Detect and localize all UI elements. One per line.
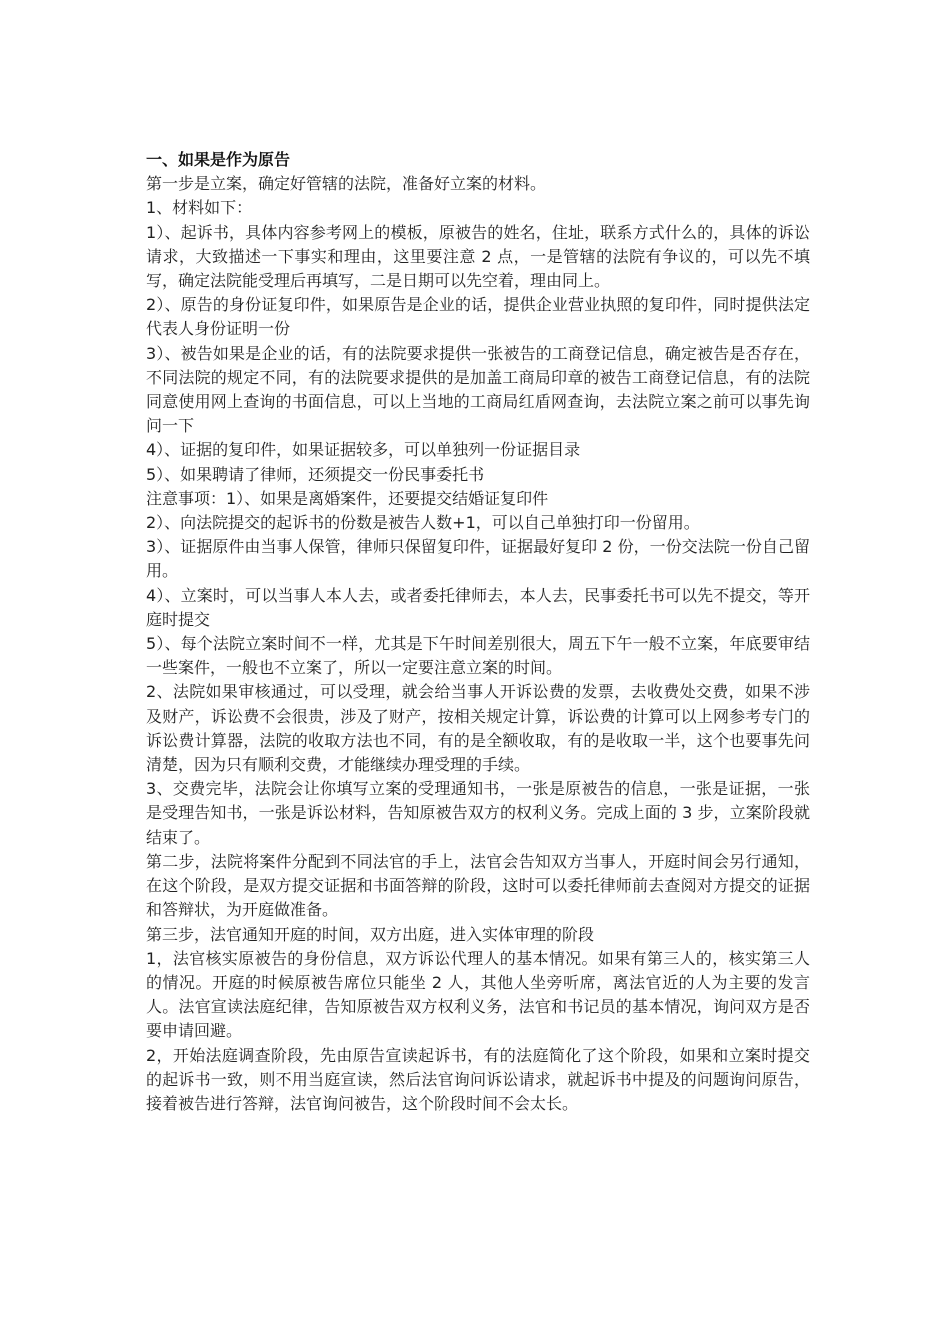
paragraph-step2: 第二步，法院将案件分配到不同法官的手上，法官会告知双方当事人，开庭时间会另行通知，在这个阶段，是双方提交证据和书面答辩的阶段，这时可以委托律师前去查阅对方提交的证据和答辩状，为开庭做准备。 xyxy=(146,851,810,920)
paragraph-material-5: 5）、如果聘请了律师，还须提交一份民事委托书 xyxy=(146,464,485,484)
paragraph-step3-item1: 1，法官核实原被告的身份信息，双方诉讼代理人的基本情况。如果有第三人的，核实第三人的情况。开庭的时候原被告席位只能坐 2 人，其他人坐旁听席，离法官近的人为主要的发言人。法官宣读法庭纪律，告知原被告双方权利义务，法官和书记员的基本情况，询问双方是否要申请回避。 xyxy=(146,948,810,1041)
paragraph-note-4: 4）、立案时，可以当事人本人去，或者委托律师去，本人去，民事委托书可以先不提交，等开庭时提交 xyxy=(146,585,810,629)
paragraph-materials-title: 1、材料如下： xyxy=(146,198,253,218)
paragraph-note-5: 5）、每个法院立案时间不一样，尤其是下午时间差别很大，周五下午一般不立案，年底要审结一些案件，一般也不立案了，所以一定要注意立案的时间。 xyxy=(146,634,810,678)
paragraph-step1-intro: 第一步是立案，确定好管辖的法院，准备好立案的材料。 xyxy=(146,174,547,194)
paragraph-fee: 2、法院如果审核通过，可以受理，就会给当事人开诉讼费的发票，去收费处交费，如果不涉及财产，诉讼费不会很贵，涉及了财产，按相关规定计算，诉讼费的计算可以上网参考专门的诉讼费计算器，法院的收取方法也不同，有的是全额收取，有的是收取一半，这个也要事先问清楚，因为只有顺利交费，才能继续办理受理的手续。 xyxy=(146,682,810,775)
paragraph-note-1: 注意事项：1）、如果是离婚案件，还要提交结婚证复印件 xyxy=(146,488,549,508)
paragraph-note-3: 3）、证据原件由当事人保管，律师只保留复印件，证据最好复印 2 份，一份交法院一份自己留用。 xyxy=(146,537,810,581)
paragraph-material-4: 4）、证据的复印件，如果证据较多，可以单独列一份证据目录 xyxy=(146,440,581,460)
paragraph-step3: 第三步，法官通知开庭的时间，双方出庭，进入实体审理的阶段 xyxy=(146,924,595,944)
paragraph-material-2: 2）、原告的身份证复印件，如果原告是企业的话，提供企业营业执照的复印件，同时提供法定代表人身份证明一份 xyxy=(146,295,810,339)
paragraph-note-2: 2）、向法院提交的起诉书的份数是被告人数+1，可以自己单独打印一份留用。 xyxy=(146,513,700,533)
paragraph-step3-item2: 2，开始法庭调查阶段，先由原告宣读起诉书，有的法庭简化了这个阶段，如果和立案时提交的起诉书一致，则不用当庭宣读，然后法官询问诉讼请求，就起诉书中提及的问题询问原告，接着被告进行答辩，法官询问被告，这个阶段时间不会太长。 xyxy=(146,1045,810,1113)
paragraph-notice: 3、交费完毕，法院会让你填写立案的受理通知书，一张是原被告的信息，一张是证据，一张是受理告知书，一张是诉讼材料，告知原被告双方的权利义务。完成上面的 3 步，立案阶段就结束了。 xyxy=(146,779,810,847)
paragraph-material-3: 3）、被告如果是企业的话，有的法院要求提供一张被告的工商登记信息，确定被告是否存在，不同法院的规定不同，有的法院要求提供的是加盖工商局印章的被告工商登记信息，有的法院同意使用网上查询的书面信息，可以上当地的工商局红盾网查询，去法院立案之前可以事先询问一下 xyxy=(146,343,810,436)
paragraph-material-1: 1）、起诉书，具体内容参考网上的模板，原被告的姓名，住址，联系方式什么的，具体的诉讼请求，大致描述一下事实和理由，这里要注意 2 点，一是管辖的法院有争议的，可以先不填写，确定法院能受理后再填写，二是日期可以先空着，理由同上。 xyxy=(146,222,810,291)
section-heading: 一、如果是作为原告 xyxy=(146,150,291,169)
document-body xyxy=(146,148,810,1116)
